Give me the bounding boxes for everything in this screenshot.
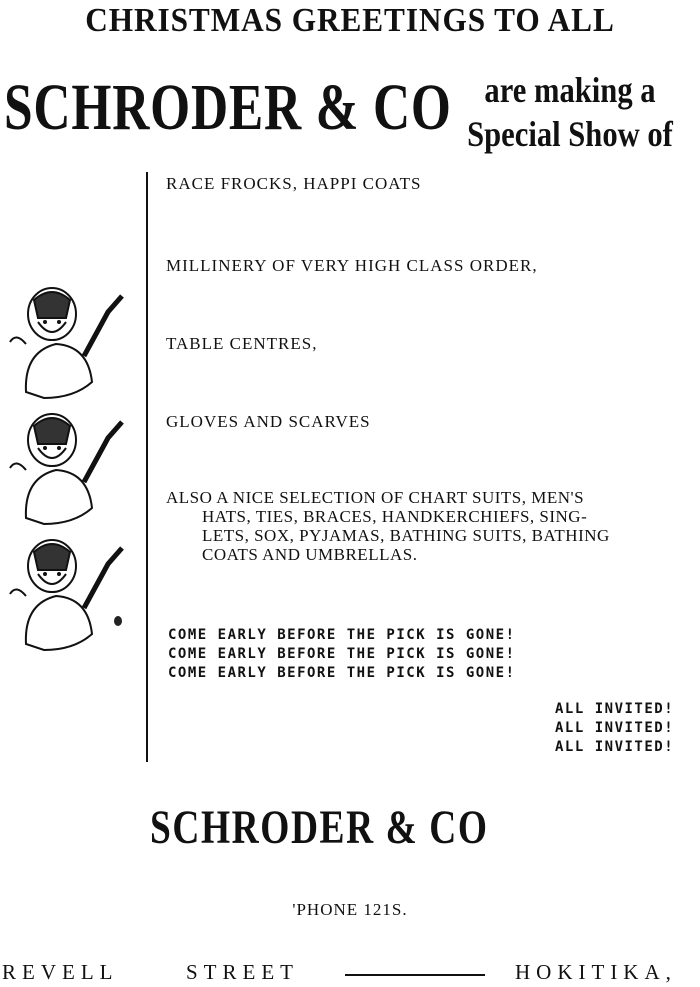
all-invited-line: ALL INVITED! — [555, 701, 675, 717]
tagline — [460, 68, 681, 156]
all-invited-block — [555, 700, 674, 757]
ink-speck — [114, 616, 122, 626]
all-invited-line: ALL INVITED! — [555, 720, 675, 736]
come-early-line: COME EARLY BEFORE THE PICK IS GONE! — [168, 646, 516, 662]
item-race-frocks: RACE FROCKS, HAPPI COATS — [166, 174, 422, 193]
come-early-line: COME EARLY BEFORE THE PICK IS GONE! — [168, 665, 516, 681]
item-table-centres: TABLE CENTRES, — [166, 334, 318, 353]
tagline-line-2: Special Show of — [467, 114, 673, 154]
firm-name-footer: SCHRODER & CO — [150, 801, 489, 854]
phone-number: 'PHONE 121S. — [292, 900, 408, 919]
item-gloves-scarves: GLOVES AND SCARVES — [166, 412, 371, 431]
firm-name-large: SCHRODER & CO — [4, 71, 452, 144]
vertical-divider-rule — [146, 172, 148, 762]
also-line-1: ALSO A NICE SELECTION OF CHART SUITS, MEN'S — [166, 488, 585, 507]
all-invited-line: ALL INVITED! — [555, 739, 675, 755]
waving-figure-illustration-3 — [4, 534, 130, 652]
tagline-line-1: are making a — [484, 70, 656, 110]
address-street-name: REVELL — [2, 960, 119, 984]
address-dash-rule — [345, 974, 485, 976]
also-line-2: HATS, TIES, BRACES, HANDKERCHIEFS, SING- — [202, 507, 588, 526]
also-selection-paragraph — [166, 488, 700, 564]
waving-figure-illustration-1 — [4, 282, 130, 400]
come-early-line: COME EARLY BEFORE THE PICK IS GONE! — [168, 627, 516, 643]
also-line-3: LETS, SOX, PYJAMAS, BATHING SUITS, BATHING — [202, 526, 610, 545]
item-millinery: MILLINERY OF VERY HIGH CLASS ORDER, — [166, 256, 538, 275]
also-line-4: COATS AND UMBRELLAS. — [202, 545, 418, 564]
come-early-block — [168, 626, 516, 683]
christmas-greeting-headline: CHRISTMAS GREETINGS TO ALL — [85, 2, 615, 39]
address-town: HOKITIKA, — [515, 960, 677, 984]
address-street-word: STREET — [186, 960, 299, 984]
waving-figure-illustration-2 — [4, 408, 130, 526]
